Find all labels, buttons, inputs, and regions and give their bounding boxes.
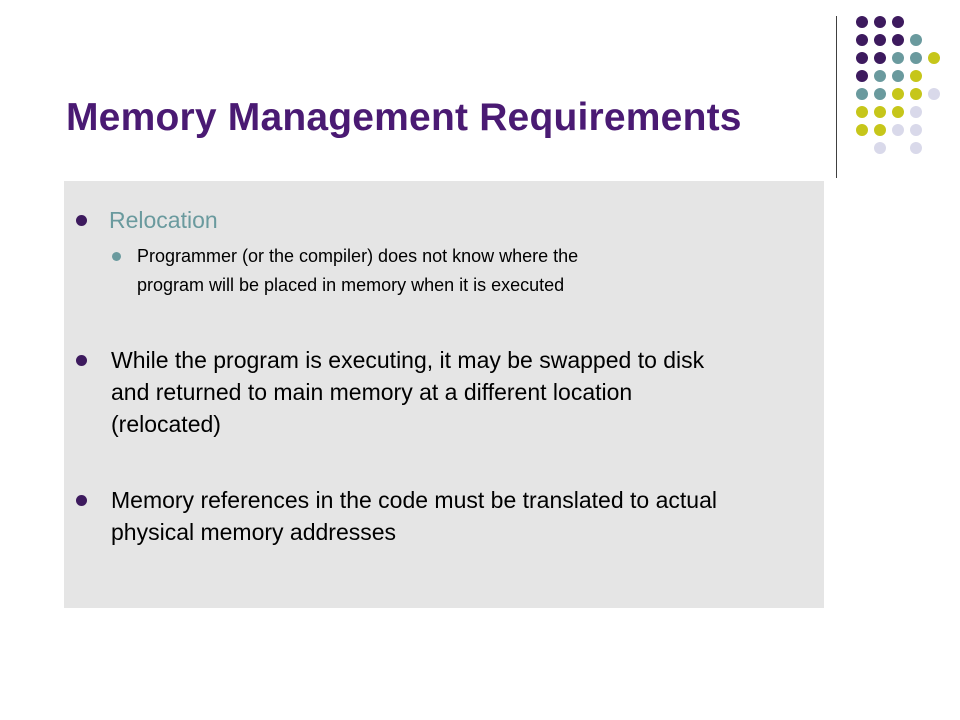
decorative-dot-icon [856,16,868,28]
decorative-dot-icon [910,88,922,100]
decorative-dot-icon [856,70,868,82]
decorative-dot-icon [892,70,904,82]
decorative-dot-icon [856,34,868,46]
decorative-dot-icon [874,52,886,64]
decorative-dot-icon [874,70,886,82]
decorative-dot-icon [910,124,922,136]
decorative-dot-grid [0,0,960,180]
bullet-dot-icon [76,495,87,506]
decorative-dot-icon [910,34,922,46]
decorative-divider-line [836,16,837,178]
bullet-dot-icon [76,355,87,366]
decorative-dot-icon [874,88,886,100]
bullet-text [111,344,704,440]
bullet-dot-icon [76,215,87,226]
decorative-dot-icon [892,16,904,28]
decorative-dot-icon [910,106,922,118]
sub-bullet-line: program will be placed in memory when it is executed [137,275,565,295]
decorative-dot-icon [874,124,886,136]
decorative-dot-icon [856,124,868,136]
decorative-dot-icon [928,88,940,100]
decorative-dot-icon [910,70,922,82]
slide-title: Memory Management Requirements [66,96,742,139]
sub-bullet-text [137,242,578,300]
bullet-heading: Relocation [109,207,218,233]
bullet-line: (relocated) [111,411,221,437]
decorative-dot-icon [874,142,886,154]
sub-bullet-line: Programmer (or the compiler) does not know where the [137,246,579,266]
decorative-dot-icon [910,52,922,64]
bullet-line: and returned to main memory at a different location [111,379,633,405]
decorative-dot-icon [892,88,904,100]
decorative-dot-icon [892,124,904,136]
decorative-dot-icon [856,88,868,100]
bullet-line: Memory references in the code must be translated to actual [111,487,717,513]
decorative-dot-icon [910,142,922,154]
sub-bullet-dot-icon [112,252,121,261]
decorative-dot-icon [856,52,868,64]
bullet-line: physical memory addresses [111,519,397,545]
decorative-dot-icon [856,106,868,118]
content-panel [64,181,824,608]
bullet-item-relocation [76,205,218,235]
bullet-item-swapping [76,344,704,440]
bullet-line: While the program is executing, it may be swapped to disk [111,347,705,373]
decorative-dot-icon [892,34,904,46]
decorative-dot-icon [874,16,886,28]
decorative-dot-icon [874,34,886,46]
bullet-item-translation [76,484,717,548]
decorative-dot-icon [892,52,904,64]
decorative-dot-icon [928,52,940,64]
decorative-dot-icon [874,106,886,118]
bullet-text [111,484,717,548]
sub-bullet-item [112,242,578,300]
decorative-dot-icon [892,106,904,118]
